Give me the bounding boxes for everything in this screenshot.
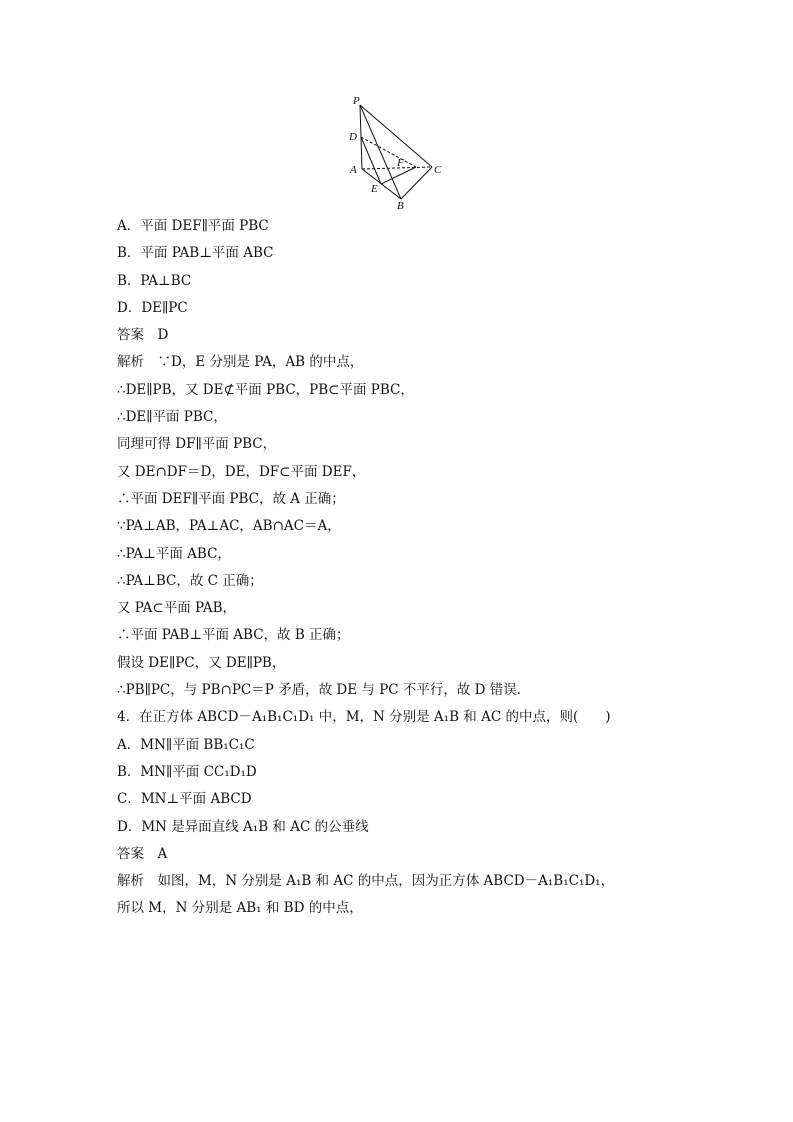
segment-EF — [381, 167, 416, 184]
analysis-line: ∴平面 DEF∥平面 PBC，故 A 正确； — [117, 490, 345, 507]
segment-DE — [361, 137, 381, 184]
question-4: 4．在正方体 ABCD－A₁B₁C₁D₁ 中，M，N 分别是 A₁B 和 AC 的中点，则( ) — [117, 709, 611, 726]
analysis-line: 假设 DE∥PC，又 DE∥PB， — [117, 654, 286, 671]
option-b: B．平面 PAB⊥平面 ABC — [117, 245, 274, 262]
tetrahedron-diagram — [340, 92, 460, 210]
label-P: P — [353, 95, 360, 107]
analysis-line: ∴DE∥平面 PBC， — [117, 409, 227, 426]
analysis-line: 又 DE∩DF＝D，DE，DF⊂平面 DEF， — [117, 463, 366, 480]
q4-analysis-line: 解析 如图，M，N 分别是 A₁B 和 AC 的中点，因为正方体 ABCD－A₁B₁C₁D₁， — [117, 873, 615, 890]
q4-analysis-line: 所以 M，N 分别是 AB₁ 和 BD 的中点， — [117, 900, 363, 917]
label-A: A — [350, 164, 357, 176]
edge-PB — [360, 105, 401, 199]
analysis-line: 解析 ∵D，E 分别是 PA，AB 的中点， — [117, 354, 364, 371]
edge-PC — [360, 105, 432, 167]
label-C: C — [434, 164, 442, 176]
label-E: E — [371, 183, 378, 195]
option-c: B．PA⊥BC — [117, 272, 192, 289]
q4-answer: 答案 A — [117, 845, 168, 862]
option-a: A．平面 DEF∥平面 PBC — [117, 218, 269, 234]
analysis-line: ∴PA⊥平面 ABC， — [117, 545, 231, 562]
label-B: B — [397, 200, 404, 210]
analysis-line: ∴DE∥PB，又 DE⊄平面 PBC，PB⊂平面 PBC， — [117, 381, 414, 398]
segment-DF-hidden — [361, 137, 416, 167]
analysis-line: ∴平面 PAB⊥平面 ABC，故 B 正确； — [117, 627, 350, 644]
analysis-line: ∴PB∥PC，与 PB∩PC＝P 矛盾，故 DE 与 PC 不平行，故 D 错误． — [117, 682, 531, 699]
tetrahedron-figure — [340, 92, 460, 210]
document-body — [117, 213, 737, 923]
analysis-line: ∵PA⊥AB，PA⊥AC，AB∩AC＝A， — [117, 518, 341, 535]
q4-option-d: D．MN 是异面直线 A₁B 和 AC 的公垂线 — [117, 818, 369, 835]
analysis-line: 同理可得 DF∥平面 PBC， — [117, 436, 277, 453]
analysis-line: ∴PA⊥BC，故 C 正确； — [117, 572, 263, 589]
label-D: D — [349, 131, 357, 143]
analysis-line: 又 PA⊂平面 PAB， — [117, 600, 237, 617]
label-F: F — [397, 157, 404, 169]
q4-option-b: B．MN∥平面 CC₁D₁D — [117, 763, 257, 780]
option-d: D．DE∥PC — [117, 299, 188, 316]
q4-option-c: C．MN⊥平面 ABCD — [117, 791, 252, 808]
answer: 答案 D — [117, 327, 169, 344]
q4-option-a: A．MN∥平面 BB₁C₁C — [117, 736, 255, 753]
